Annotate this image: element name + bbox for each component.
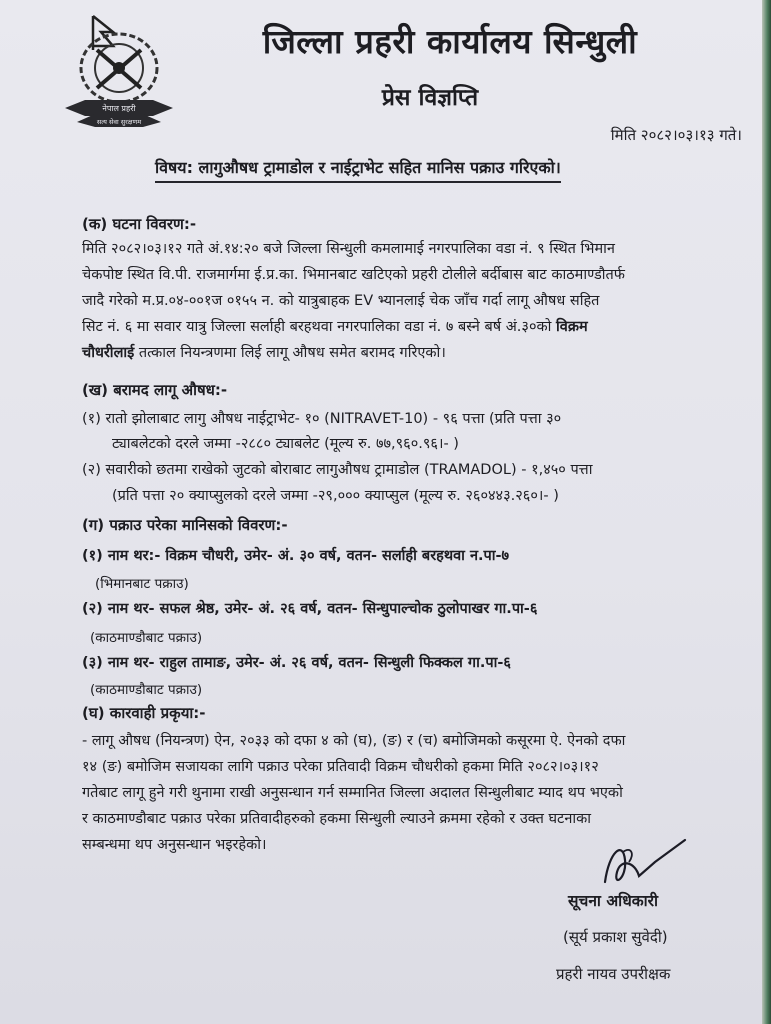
arrested-person-3: (३) नाम थर- राहुल तामाङ, उमेर- अं. २६ वर्ष, वतन- सिन्धुली फिक्कल गा.पा-६ [82,655,511,671]
handwritten-signature-icon [595,832,690,894]
section-ka-line: मिति २०८२।०३।१२ गते अं.१४:२० बजे जिल्ला सिन्धुली कमलामाई नगरपालिका वडा नं. ९ स्थित भिमान [82,241,615,257]
seized-item-1-detail: ट्याबलेटको दरले जम्मा -२८८० ट्याबलेट (मूल्य रु. ७७,९६०.९६।- ) [112,436,459,452]
section-ga-heading: (ग) पक्राउ परेका मानिसको विवरण:- [82,516,288,534]
section-ka-line-text: सिट नं. ६ मा सवार यात्रु जिल्ला सर्लाही बरहथवा नगरपालिका वडा नं. ७ बस्ने बर्ष अं.३०को [82,319,552,335]
seized-item-2: (२) सवारीको छतमा राखेको जुटको बोराबाट लागुऔषध ट्रामाडोल (TRAMADOL) - १,४५० पत्ता [82,462,593,478]
section-ka-line: जादै गरेको म.प्र.०४-००१ज ०१५५ न. को यात्रुबाहक EV भ्यानलाई चेक जाँच गर्दा लागू औषध सहित [82,293,600,309]
section-ka-heading: (क) घटना विवरण:- [82,215,197,233]
signatory-rank: प्रहरी नायव उपरीक्षक [556,965,671,983]
section-ka-line [82,316,588,336]
arrested-person-1: (१) नाम थर:- विक्रम चौधरी, उमेर- अं. ३० वर्ष, वतन- सर्लाही बरहथवा न.पा-७ [82,548,510,564]
seized-item-1: (१) रातो झोलाबाट लागु औषध नाईट्राभेट- १० (NITRAVET-10) - ९६ पत्ता (प्रति पत्ता ३० [82,411,562,427]
section-ka-line-text: तत्काल नियन्त्रणमा लिई लागू औषध समेत बरामद गरिएको। [138,345,446,361]
nepal-police-emblem-icon [55,10,183,128]
background-edge [762,0,771,1024]
section-kha-heading: (ख) बरामद लागू औषध:- [82,381,228,399]
release-date: मिति २०८२।०३।१३ गते। [610,126,742,144]
signatory-name: (सूर्य प्रकाश सुवेदी) [563,928,668,946]
accused-last-name: चौधरीलाई [82,345,135,361]
seized-item-2-detail: (प्रति पत्ता २० क्याप्सुलको दरले जम्मा -२९,००० क्याप्सुल (मूल्य रु. २६०४४३.२६०।- ) [112,488,559,504]
arrested-person-2: (२) नाम थर- सफल श्रेष्ठ, उमेर- अं. २६ वर्ष, वतन- सिन्धुपाल्चोक ठुलोपाखर गा.पा-६ [82,601,538,617]
section-gha-line: - लागू औषध (नियन्त्रण) ऐन, २०३३ को दफा ४ को (घ), (ङ) र (च) बमोजिमको कसूरमा ऐ. ऐनको दफा [82,733,626,749]
office-name: जिल्ला प्रहरी कार्यालय सिन्धुली [262,22,638,61]
section-ka-line [82,342,446,362]
document-type: प्रेस विज्ञप्ति [381,85,479,111]
signatory-title: सूचना अधिकारी [568,892,658,910]
section-gha-line: र काठमाण्डौबाट पक्राउ परेका प्रतिवादीहरुको हकमा सिन्धुली ल्याउने क्रममा रहेको र उक्त घटनाका [82,811,592,827]
section-ka-line: चेकपोष्ट स्थित वि.पी. राजमार्गमा ई.प्र.का. भिमानबाट खटिएको प्रहरी टोलीले बर्दीबास बाट काठमाण्डौतर्फ [82,267,625,283]
section-gha-line: सम्बन्धमा थप अनुसन्धान भइरहेको। [82,837,267,853]
logo-text: नेपाल प्रहरी [102,104,136,113]
arrest-location-1: (भिमानबाट पक्राउ) [95,576,189,592]
subject-line: विषय: लागुऔषध ट्रामाडोल र नाईट्राभेट सहित मानिस पक्राउ गरिएको। [155,156,561,183]
section-gha-line: १४ (ङ) बमोजिम सजायका लागि पक्राउ परेका प्रतिवादी विक्रम चौधरीको हकमा मिति २०८२।०३।१२ [82,759,599,775]
section-gha-heading: (घ) कारवाही प्रकृया:- [82,704,206,722]
arrest-location-3: (काठमाण्डौबाट पक्राउ) [90,682,203,698]
accused-first-name: विक्रम [556,319,588,335]
arrest-location-2: (काठमाण्डौबाट पक्राउ) [90,630,203,646]
logo-motto: सत्य सेवा सुरक्षणम [96,118,142,126]
section-gha-line: गतेबाट लागू हुने गरी थुनामा राखी अनुसन्धान गर्न सम्मानित जिल्ला अदालत सिन्धुलीबाट म्याद थप भएको [82,785,623,801]
